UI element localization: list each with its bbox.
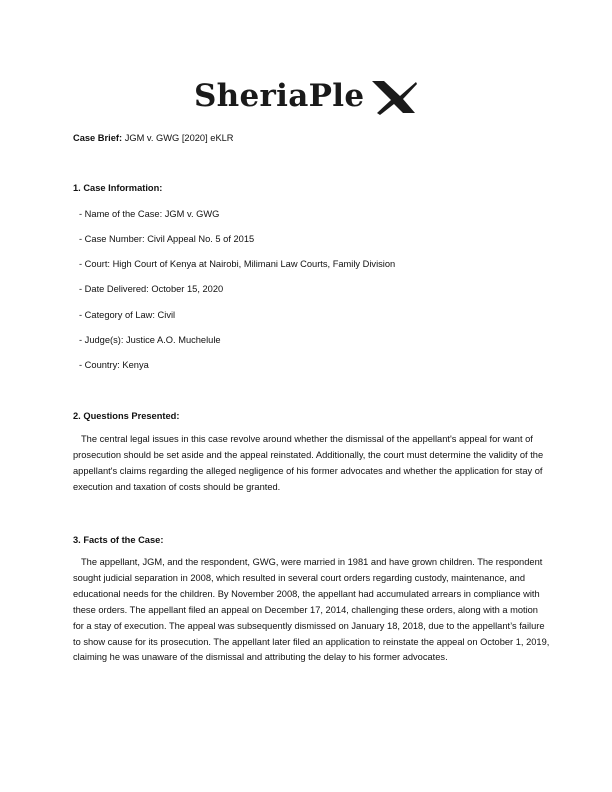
sheriaplex-logo — [194, 76, 418, 118]
info-item-case-number: - Case Number: Civil Appeal No. 5 of 2015 — [79, 234, 255, 244]
info-item-case-name: - Name of the Case: JGM v. GWG — [79, 209, 220, 219]
section-heading-questions-presented: 2. Questions Presented: — [73, 411, 180, 421]
info-item-country: - Country: Kenya — [79, 360, 149, 370]
x-mark-icon — [370, 78, 418, 116]
questions-presented-body: The central legal issues in this case revolve around whether the dismissal of the appellant's appeal for want of prosecution should be set aside and the appeal reinstated. Additionally, the court must determine the validity of the appellant's claims regarding the alleged negligence of his former advocates and whether the application for stay of execution and taxation of costs should be granted. — [73, 434, 544, 492]
info-item-court: - Court: High Court of Kenya at Nairobi, Milimani Law Courts, Family Division — [79, 259, 396, 269]
info-item-judges: - Judge(s): Justice A.O. Muchelule — [79, 335, 221, 345]
logo-wordmark: SheriaPle — [194, 78, 365, 114]
info-item-category: - Category of Law: Civil — [79, 310, 176, 320]
section-heading-case-information: 1. Case Information: — [73, 183, 163, 193]
case-brief-label: Case Brief: — [73, 133, 123, 143]
facts-body: The appellant, JGM, and the respondent, GWG, were married in 1981 and have grown children. The respondent sought judicial separation in 2008, which resulted in several court orders regarding custody, maintenance, and educational needs for the children. By November 2008, the appellant had accumulated arrears in compliance with these orders. The appellant filed an appeal on December 17, 2014, challenging these orders, along with a motion for a stay of execution. The appeal was subsequently dismissed on January 18, 2018, due to the appellant’s failure to show cause for its prosecution. The appellant later filed an application to reinstate the appeal on October 1, 2019, claiming he was unaware of the dismissal and attributing the delay to his former advocates. — [73, 557, 550, 663]
case-brief-value: JGM v. GWG [2020] eKLR — [124, 133, 234, 143]
case-brief-line — [73, 132, 234, 144]
info-item-date-delivered: - Date Delivered: October 15, 2020 — [79, 284, 224, 294]
section-heading-facts: 3. Facts of the Case: — [73, 535, 164, 545]
